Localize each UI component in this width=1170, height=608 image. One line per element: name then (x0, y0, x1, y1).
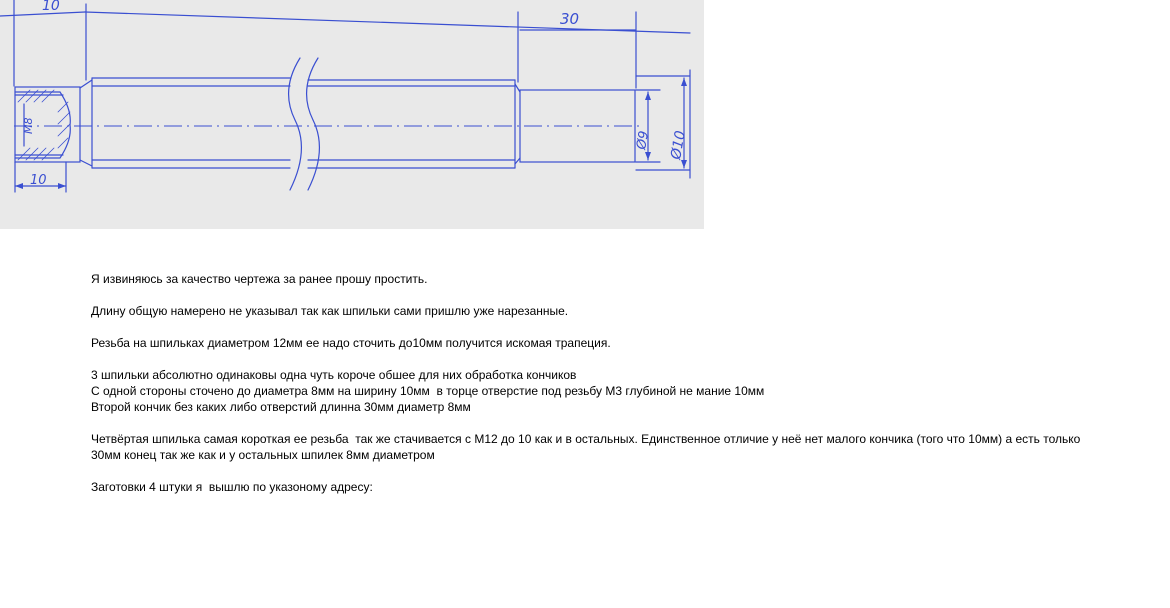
dim-label-bottom-10: 10 (30, 173, 47, 188)
paragraph-thread-note (91, 335, 1166, 351)
text-line: Четвёртая шпилька самая короткая ее резьба так же стачивается с М12 до 10 как и в остальных. Единственное отличие у неё нет малого кончика (того что 10мм) а есть только (91, 432, 1081, 446)
dim-label-d10: Ø10 (668, 129, 689, 161)
paragraph-fourth-stud (91, 431, 1166, 463)
dim-label-top-10: 10 (42, 0, 60, 14)
dim-label-m8: M8 (22, 117, 35, 134)
paragraph-length-note (91, 303, 1166, 319)
text-line: Резьба на шпильках диаметром 12мм ее надо сточить до10мм получится искомая трапеция. (91, 336, 611, 350)
dim-label-d9: Ø9 (634, 129, 653, 151)
break-line-1 (289, 58, 302, 190)
text-line: Второй кончик без каких либо отверстий длинна 30мм диаметр 8мм (91, 400, 471, 414)
text-line: Длину общую намерено не указывал так как шпильки сами пришлю уже нарезанные. (91, 304, 569, 318)
text-line: Я извиняюсь за качество чертежа за ранее прошу простить. (91, 272, 428, 286)
break-line-2 (307, 58, 320, 190)
text-line: 30мм конец так же как и у остальных шпилек 8мм диаметром (91, 448, 435, 462)
paragraph-three-studs (91, 367, 1166, 415)
technical-drawing (0, 0, 704, 229)
paragraph-apology (91, 271, 1166, 287)
text-line: С одной стороны сточено до диаметра 8мм на ширину 10мм в торце отверстие под резьбу М3 глубиной не мание 10мм (91, 384, 765, 398)
text-line: Заготовки 4 штуки я вышлю по указоному адресу: (91, 480, 373, 494)
text-line: 3 шпильки абсолютно одинаковы одна чуть короче обшее для них обработка кончиков (91, 368, 577, 382)
description-text (91, 271, 1166, 511)
paragraph-blanks (91, 479, 1166, 495)
stud-drawing-svg (0, 0, 704, 229)
dim-label-top-30: 30 (560, 10, 580, 28)
